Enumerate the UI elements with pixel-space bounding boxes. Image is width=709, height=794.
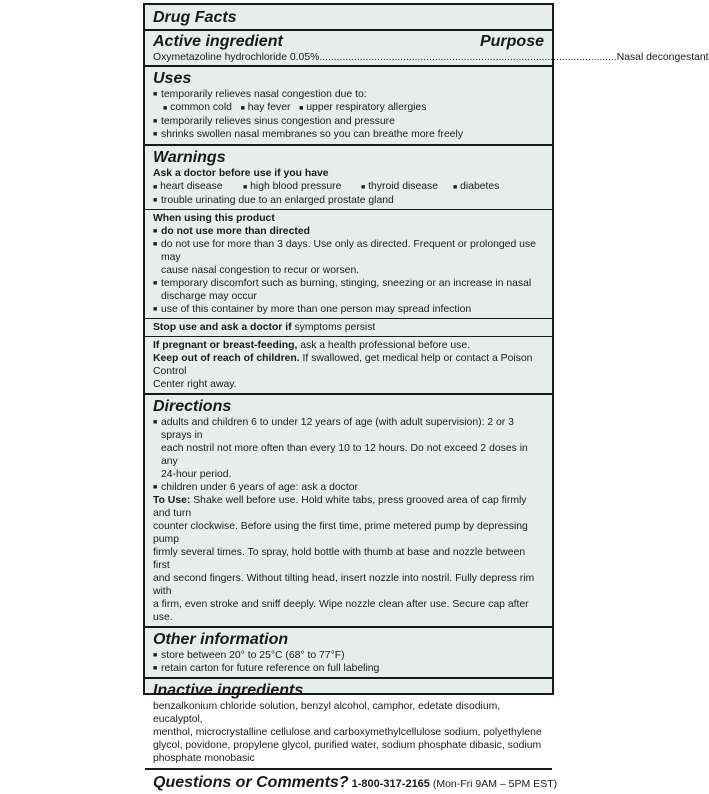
list-item: ■ temporarily relieves nasal congestion due to: [153,89,367,100]
pregnant-line: If pregnant or breast-feeding, ask a health professional before use. [153,340,471,351]
conditions-row: ■ heart disease ■ high blood pressure ■ thyroid disease ■ diabetes [153,181,500,192]
list-item: ■ use of this container by more than one person may spread infection [153,304,472,315]
questions-heading: Questions or Comments? [153,774,349,791]
list-item: ■ temporarily relieves sinus congestion and pressure [153,116,395,127]
active-ingredient: Oxymetazoline hydrochloride 0.05% [153,52,320,63]
drug-facts-title: Drug Facts [153,9,237,26]
warnings-section [145,146,552,395]
active-section [145,31,709,67]
directions-section [145,395,552,628]
list-item: ■ retain carton for future reference on full labeling [153,663,380,674]
uses-heading: Uses [153,70,192,87]
keep-out-line: Keep out of reach of children. If swallowed, get medical help or contact a Poison Control Center right away. [153,353,533,390]
divider [145,318,552,319]
list-item: ■ do not use for more than 3 days. Use only as directed. Frequent or prolonged use may cause nasal congestion to recur or worsen. [153,239,536,276]
uses-sublist: ■ common cold ■ hay fever ■ upper respiratory allergies [163,102,427,113]
divider [145,209,552,210]
warnings-heading: Warnings [153,149,226,166]
list-item: ■ children under 6 years of age: ask a doctor [153,482,358,493]
list-item: ■ trouble urinating due to an enlarged prostate gland [153,195,394,206]
inactive-list: benzalkonium chloride solution, benzyl alcohol, camphor, edetate disodium, eucalyptol, menthol, microcrystalline cellulose and carboxymethylcellulose sodium, polyethylene glycol, povidone, propylene glycol, purified water, sodium phosphate dibasic, sodium phosphate monobasic [153,701,542,764]
purpose-heading: Purpose [479,33,544,50]
drug-facts-panel [143,3,709,791]
list-item: ■ shrinks swollen nasal membranes so you can breathe more freely [153,129,464,140]
questions-section [145,770,558,794]
title-section [145,5,552,31]
directions-heading: Directions [153,398,232,415]
list-item: ■ adults and children 6 to under 12 years of age (with adult supervision): 2 or 3 sprays in each nostril not more often than every 10 to 12 hours. Do not exceed 2 doses in any 24-hour period. [153,417,528,480]
list-item: ■ temporary discomfort such as burning, stinging, sneezing or an increase in nasal discharge may occur [153,278,532,302]
list-item: ■ do not use more than directed [153,226,310,237]
other-info-section [145,628,552,679]
other-info-heading: Other information [153,631,289,648]
to-use-paragraph: To Use: Shake well before use. Hold white tabs, press grooved area of cap firmly and turn counter clockwise. Before using the first time, prime metered pump by depressing pump firmly several times. To spray, hold bottle with thumb at base and nozzle between first and second fingers. Without tilting head, insert nozzle into nostril. Fully depress rim with a firm, even stroke and sniff deeply. Wipe nozzle clean after use. Secure cap after use. [153,495,535,623]
stop-use-line: Stop use and ask a doctor if symptoms persist [153,322,376,333]
active-heading: Active ingredient [153,33,283,50]
divider [145,336,552,337]
when-using-heading: When using this product [153,213,275,224]
leader-dots: ....................................................................................................... [319,52,617,63]
list-item: ■ store between 20° to 25°C (68° to 77°F) [153,650,345,661]
phone-hours: (Mon-Fri 9AM – 5PM EST) [429,778,558,790]
inactive-heading: Inactive ingredients [153,682,304,699]
active-purpose: Nasal decongestant [616,52,709,63]
ask-doctor-heading: Ask a doctor before use if you have [153,168,329,179]
uses-section [145,67,552,146]
phone-number: 1-800-317-2165 [348,778,430,790]
inactive-section [145,679,552,770]
